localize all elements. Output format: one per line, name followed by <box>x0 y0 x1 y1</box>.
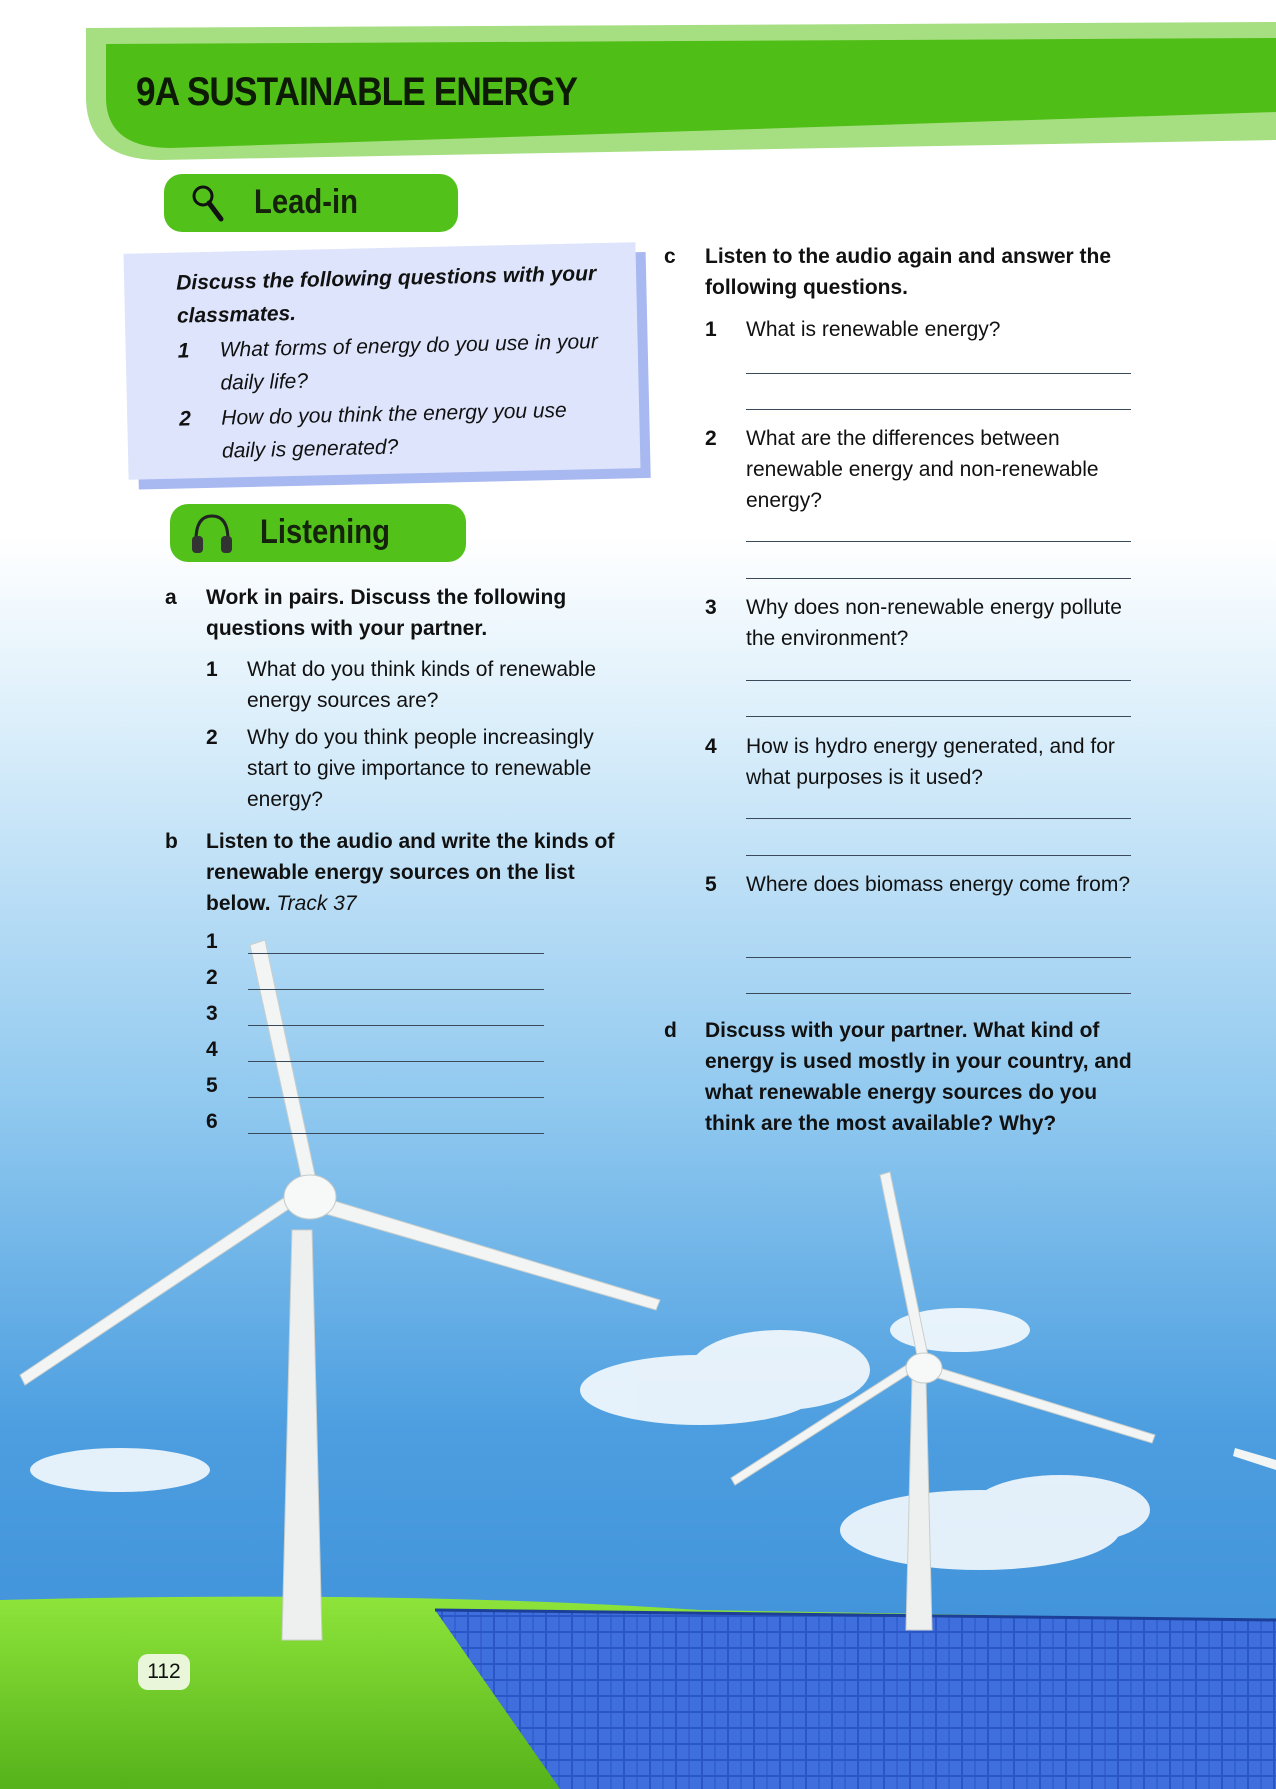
blank-row <box>206 966 218 990</box>
exercise-b <box>165 826 625 919</box>
question-number: 5 <box>705 873 717 896</box>
exercise-letter: d <box>664 1019 677 1042</box>
question-text: Why does non-renewable energy pollute the environment? <box>746 596 1122 650</box>
question-number: 4 <box>705 735 717 758</box>
leadin-label: Lead-in <box>254 183 358 221</box>
answer-line[interactable] <box>746 956 1131 958</box>
leadin-heading <box>164 174 458 232</box>
question-text: What forms of energy do you use in your daily life? <box>219 330 599 395</box>
question-text: How do you think the energy you use daily is generated? <box>220 398 567 463</box>
listening-label: Listening <box>260 513 390 551</box>
c-question-4 <box>705 731 1135 793</box>
exercise-instruction: Discuss with your partner. What kind of energy is used mostly in your country, and what renewable energy sources do you think are the most available? Why? <box>705 1019 1132 1135</box>
exercise-letter: b <box>165 830 178 853</box>
c-question-1 <box>705 314 1135 345</box>
answer-line[interactable] <box>248 1060 544 1062</box>
blank-row <box>206 930 218 954</box>
answer-line[interactable] <box>746 715 1131 717</box>
answer-line[interactable] <box>248 988 544 990</box>
answer-line[interactable] <box>248 1096 544 1098</box>
question-text: How is hydro energy generated, and for what purposes is it used? <box>746 735 1115 789</box>
answer-line[interactable] <box>746 679 1131 681</box>
leadin-question <box>177 325 608 401</box>
blank-number: 5 <box>206 1074 218 1097</box>
exercise-a <box>165 582 625 815</box>
page-title: 9A SUSTAINABLE ENERGY <box>136 70 578 114</box>
exercise-instruction: Listen to the audio again and answer the following questions. <box>705 245 1112 299</box>
answer-line[interactable] <box>248 952 544 954</box>
blank-number: 6 <box>206 1110 218 1133</box>
leadin-box <box>124 242 641 480</box>
leadin-question <box>179 393 610 469</box>
answer-line[interactable] <box>746 408 1131 410</box>
track-label: Track 37 <box>276 892 357 915</box>
leadin-intro: Discuss the following questions with your classmates. <box>175 262 597 328</box>
exercise-letter: a <box>165 586 177 609</box>
answer-line[interactable] <box>746 992 1131 994</box>
c-question-3 <box>705 592 1135 654</box>
item-number: 1 <box>206 658 218 681</box>
c-question-5 <box>705 869 1135 900</box>
question-text: Where does biomass energy come from? <box>746 873 1130 896</box>
item-text: What do you think kinds of renewable energy sources are? <box>247 658 597 712</box>
blank-number: 3 <box>206 1002 218 1025</box>
answer-line[interactable] <box>746 577 1131 579</box>
headphones-icon <box>188 510 236 556</box>
blank-number: 4 <box>206 1038 218 1061</box>
question-text: What is renewable energy? <box>746 318 1001 341</box>
question-text: What are the differences between renewable energy and non-renewable energy? <box>746 427 1099 512</box>
exercise-instruction: Work in pairs. Discuss the following questions with your partner. <box>206 586 567 640</box>
blank-row <box>206 1110 218 1134</box>
answer-line[interactable] <box>248 1132 544 1134</box>
exercise-c <box>664 241 1134 303</box>
question-number: 1 <box>705 318 717 341</box>
question-number: 1 <box>177 339 190 363</box>
question-number: 3 <box>705 596 717 619</box>
answer-line[interactable] <box>746 372 1131 374</box>
item-text: Why do you think people increasingly start to give importance to renewable energy? <box>247 726 594 811</box>
answer-line[interactable] <box>248 1024 544 1026</box>
blank-row <box>206 1002 218 1026</box>
exercise-item <box>206 654 625 716</box>
answer-line[interactable] <box>746 540 1131 542</box>
question-number: 2 <box>179 407 192 431</box>
blank-number: 1 <box>206 930 218 953</box>
answer-line[interactable] <box>746 817 1131 819</box>
item-number: 2 <box>206 726 218 749</box>
answer-line[interactable] <box>746 854 1131 856</box>
page-number: 112 <box>138 1654 190 1690</box>
blank-row <box>206 1038 218 1062</box>
blank-row <box>206 1074 218 1098</box>
question-number: 2 <box>705 427 717 450</box>
exercise-d <box>664 1015 1134 1139</box>
exercise-instruction: Listen to the audio and write the kinds of renewable energy sources on the list below. <box>206 830 615 915</box>
magnifier-icon <box>188 182 228 224</box>
exercise-letter: c <box>664 245 676 268</box>
blank-number: 2 <box>206 966 218 989</box>
c-question-2 <box>705 423 1135 516</box>
listening-heading <box>170 504 466 562</box>
exercise-item <box>206 722 625 815</box>
